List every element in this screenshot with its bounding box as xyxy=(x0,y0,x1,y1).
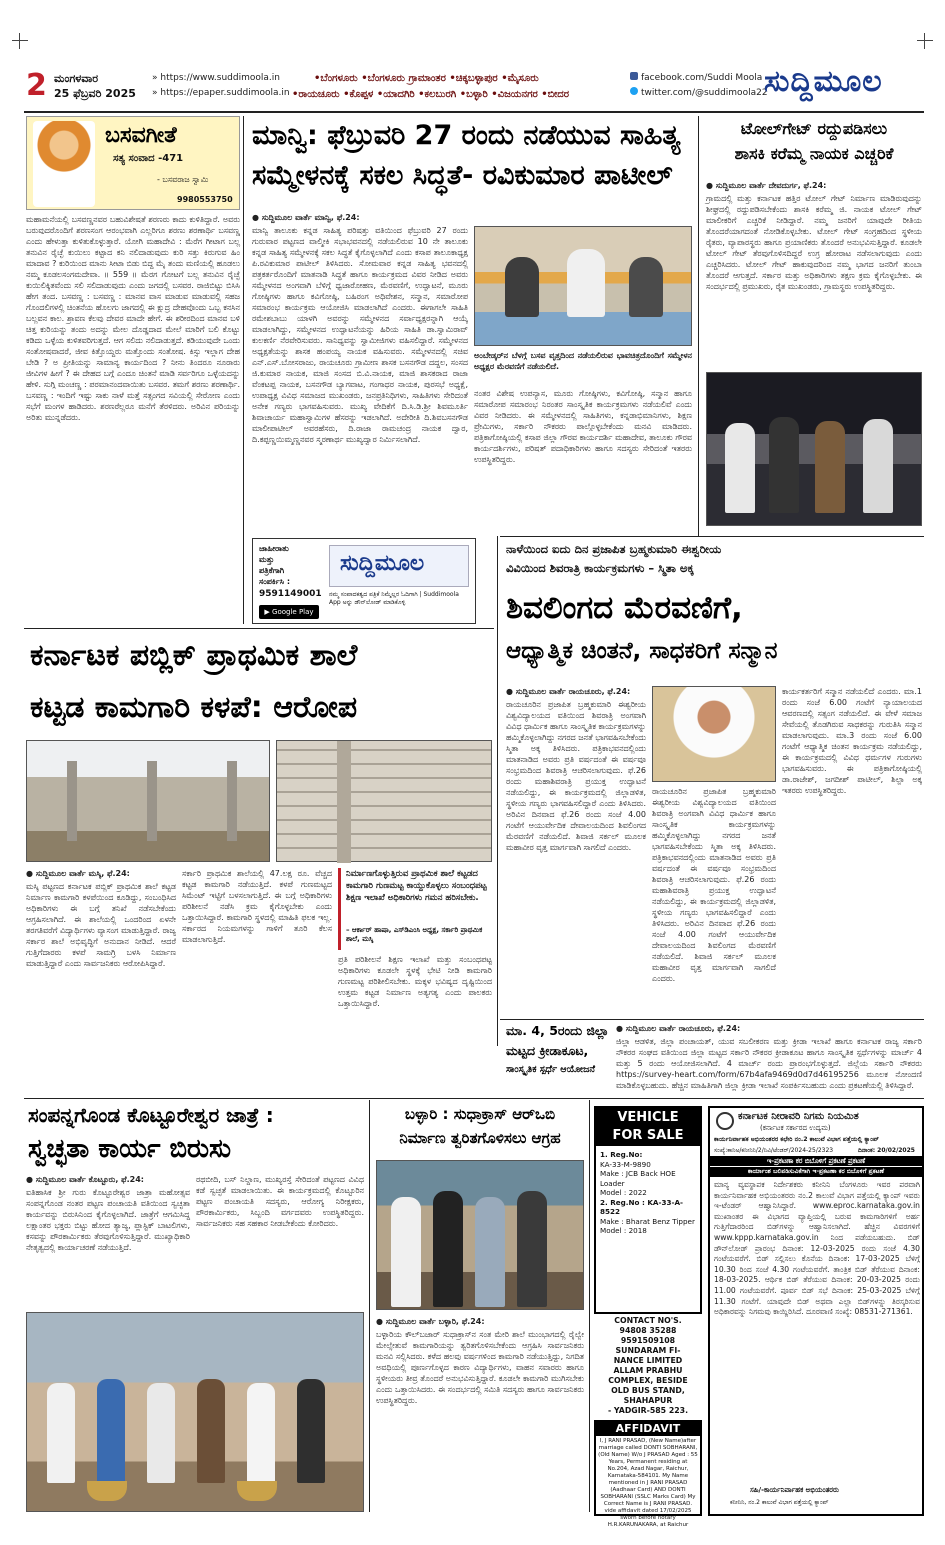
vehicle-ad-lines xyxy=(600,1150,698,1236)
vehicle-ad-line: Model : 2022 xyxy=(600,1188,647,1197)
sahitya-body-left: ಮಾನ್ವಿ ತಾಲೂಕು ಕನ್ನಡ ಸಾಹಿತ್ಯ ಪರಿಷತ್ತು ವತಿಯಿಂದ ಫೆಬ್ರುವರಿ 27 ರಂದು ಗುರುವಾರ ಪಟ್ಟಣದ ವಾಲ್ಮೀಕಿ ಸಭಾಭವನದಲ್ಲಿ ನಡೆಯಲಿರುವ 10 ನೇ ತಾಲೂಕು ಕನ್ನಡ ಸಾಹಿತ್ಯ ಸಮ್ಮೇಳನಕ್ಕೆ ಸಕಲ ಸಿದ್ಧತೆ ಕೈಗೊಳ್ಳಲಾಗಿದೆ ಎಂದು ಕಸಾಪ ತಾಲೂಕಾಧ್ಯಕ್ಷ ಪಿ.ರವಿಕುಮಾರ ಪಾಟೀಲ್ ತಿಳಿಸಿದರು. ಸೋಮವಾರ ಕನ್ನಡ ಸಾಹಿತ್ಯ ಭವನದಲ್ಲಿ ಪತ್ರಕರ್ತರೊಂದಿಗೆ ಮಾತನಾಡಿ ಸಿದ್ಧತೆ ಹಾಗೂ ಕಾರ್ಯಕ್ರಮದ ವಿವರ ನೀಡಿದ ಅವರು ಸಮ್ಮೇಳನದ ಅಂಗವಾಗಿ ಬೆಳಿಗ್ಗೆ ಧ್ವಜಾರೋಹಣ, ಮೆರವಣಿಗೆ, ಉದ್ಘಾಟನೆ, ಮೂರು ಗೋಷ್ಠಿಗಳು ಹಾಗೂ ಕವಿಗೋಷ್ಠಿ, ಬಹಿರಂಗ ಅಧಿವೇಶನ, ಸನ್ಮಾನ, ಸಮಾರೋಪ ಸಮಾರಂಭ ಕಾರ್ಯಕ್ರಮ ಆಯೋಜಿಸಿ ಮಾಡಲಾಗಿದೆ ಎಂದರು. ಈಗಾಗಲೇ ಸಾಹಿತಿ ರಮೇಶಬಾಬು ಯಾಳಗಿ ಅವರನ್ನು ಸಮ್ಮೇಳನದ ಸರ್ವಾಧ್ಯಕ್ಷರನ್ನಾಗಿ ಆಯ್ಕೆ ಮಾಡಲಾಗಿದ್ದು, ಸಮ್ಮೇಳನದ ಉದ್ಘಾಟನೆಯನ್ನು ಹಿರಿಯ ಸಾಹಿತಿ ಡಾ.ಸ್ವಾಮಿರಾವ್ ಕುಲಕರ್ಣಿ ನೆರವೇರಿಸುವರು. ಸಾನಿಧ್ಯವನ್ನು ಸ್ವಾಮೀಜಿಗಳು ವಹಿಸಲಿದ್ದಾರೆ. ಸಮ್ಮೇಳನದ ಅಧ್ಯಕ್ಷತೆಯನ್ನು ಶಾಸಕ ಹಂಪಯ್ಯ ನಾಯಕ ವಹಿಸುವರು. ಸಮ್ಮೇಳನದಲ್ಲಿ ಸಚಿವ ಎನ್.ಎಸ್.ಬೋಸರಾಜು, ರಾಯಚೂರು ಗ್ರಾಮೀಣ ಶಾಸಕ ಬಸನಗೌಡ ದದ್ದಲ, ಸಂಸದ ಜಿ.ಕುಮಾರ ನಾಯಕ, ಮಾಜಿ ಸಂಸದ ಬಿ.ವಿ.ನಾಯಕ, ಮಾಜಿ ಶಾಸಕರಾದ ರಾಜಾ ವೆಂಕಟಪ್ಪ ನಾಯಕ, ಬಸನಗೌಡ ಬ್ಯಾಗವಾಟ, ಗಂಗಾಧರ ನಾಯಕ, ಪುರಸಭೆ ಅಧ್ಯಕ್ಷೆ, ಉಪಾಧ್ಯಕ್ಷ ವಿವಿಧ ಸಮಾಜದ ಮುಖಂಡರು, ಜನಪ್ರತಿನಿಧಿಗಳು, ಸಾಹಿತಿಗಳು ಸೇರಿದಂತೆ ಅನೇಕ ಗಣ್ಯರು ಭಾಗವಹಿಸುವರು. ಮುಖ್ಯ ವೇದಿಕೆಗೆ ದಿ.ಸಿ.ಡಿ.ಶ್ರೀ ಶಿವಮೂರ್ತಿ ಶಿವಾಚಾರ್ಯ ಮಹಾಸ್ವಾಮಿಗಳ ಹೆಸರನ್ನು ಇಡಲಾಗಿದೆ. ಅದೇರೀತಿ ದಿ.ಶಿವಬಸನಗೌಡ ಮಾಲೀಪಾಟೀಲ್ ಅವರಹೆಸರು, ದಿ.ರಾಜಾ ರಾಮಚಂದ್ರ ನಾಯಕ ದ್ವಾರ, ದಿ.ಕಪ್ಪಣ್ಣಯಿಮ್ಮಣ್ಣನವರ ಸ್ಮರಣಾರ್ಥ ಮುಖ್ಯದ್ವಾರ ನಿರ್ಮಿಸಲಾಗಿದೆ. xyxy=(252,226,468,444)
ballari-headline-2: ನಿರ್ಮಾಣ ತ್ವರಿತಗೊಳಿಸಲು ಆಗ್ರಹ xyxy=(399,1129,561,1147)
ballari-byline: ● ಸುದ್ದಿಮೂಲ ವಾರ್ತೆ ಬಳ್ಳಾರಿ, ಫೆ.24: xyxy=(376,1317,485,1326)
kreeda-byline: ● ಸುದ್ದಿಮೂಲ ವಾರ್ತೆ ರಾಯಚೂರು, ಫೆ.24: xyxy=(616,1024,741,1033)
tollgate-byline: ● ಸುದ್ದಿಮೂಲ ವಾರ್ತೆ ದೇವದುರ್ಗ, ಫೆ.24: xyxy=(706,181,827,190)
kreeda-headline-3: ಸಾಂಸ್ಕೃತಿಕ ಸ್ಪರ್ಧೆ ಆಯೋಜನೆ xyxy=(506,1064,596,1075)
cleanup-worker xyxy=(197,1379,225,1483)
affidavit-title: AFFIDAVIT xyxy=(596,1422,700,1436)
vehicle-contact-line: OLD BUS STAND, xyxy=(611,1386,685,1395)
shivaratri-headline-2: ಆಧ್ಯಾತ್ಮಿಕ ಚಿಂತನೆ, ಸಾಧಕರಿಗೆ ಸನ್ಮಾನ xyxy=(506,638,778,664)
crop-mark xyxy=(12,40,28,41)
basavagite-author: - ಬಸವರಾಜ ಸ್ವಾಮಿ xyxy=(157,175,209,184)
sahitya-press-photo xyxy=(474,226,692,346)
kreeda-body: ಜಿಲ್ಲಾ ಆಡಳಿತ, ಜಿಲ್ಲಾ ಪಂಚಾಯತ್, ಯುವ ಸಬಲೀಕರಣ ಮತ್ತು ಕ್ರೀಡಾ ಇಲಾಖೆ ಹಾಗೂ ಕರ್ನಾಟಕ ರಾಜ್ಯ ಸರ್ಕಾರಿ ನೌಕರರ ಸಂಘದ ವತಿಯಿಂದ ಜಿಲ್ಲಾ ಮಟ್ಟದ ಸರ್ಕಾರಿ ನೌಕರರ ಕ್ರೀಡಾಕೂಟ ಹಾಗೂ ಸಾಂಸ್ಕೃತಿಕ ಸ್ಪರ್ಧೆಗಳನ್ನು ಮಾರ್ಚ್ 4 ಮತ್ತು 5 ರಂದು ಆಯೋಜಿಸಲಾಗಿದೆ. 4 ಮಾರ್ಚ್ ರಂದು ಪ್ರಾರಂಭಗೊಳ್ಳುತ್ತದೆ. ಜಿಲ್ಲೆಯ ಸರ್ಕಾರಿ ನೌಕರರು https://survey-heart.com/form/67b4afa9469d0d7d46195256 ಮೂಲಕ ನೋಂದಣಿ ಮಾಡಿಕೊಳ್ಳಬಹುದು. ಹೆಚ್ಚಿನ ಮಾಹಿತಿಗಾಗಿ ಜಿಲ್ಲಾ ಕ್ರೀಡಾ ಇಲಾಖೆ ಸಂಪರ್ಕಿಸಬಹುದು ಎಂದು ಪ್ರಕಟಣೆಯಲ್ಲಿ ತಿಳಿಸಿದ್ದಾರೆ. xyxy=(616,1037,922,1090)
ad-text-2: ಮತ್ತು xyxy=(259,555,275,564)
thumb-brand: ಸುದ್ದಿಮೂಲ xyxy=(340,550,425,576)
school-pullquote: ನಿರ್ಮಾಣಗೊಳ್ಳುತ್ತಿರುವ ಪ್ರಾಥಮಿಕ ಶಾಲೆ ಕಟ್ಟಡದ ಕಾಮಗಾರಿ ಗುಣಮಟ್ಟ ಕಾಯ್ದುಕೊಳ್ಳಲು ಸಂಬಂಧಪಟ್ಟ ಶಿಕ್ಷಣ ಇಲಾಖೆ ಅಧಿಕಾರಿಗಳು ಗಮನ ಹರಿಸಬೇಕು. xyxy=(346,869,487,903)
person-figure xyxy=(517,1191,547,1307)
tender-notice xyxy=(708,1106,924,1516)
crowd-figure xyxy=(863,419,893,513)
vehicle-ad-line: Make : JCB Back HOE Loader xyxy=(600,1169,676,1188)
tollgate-headline-1: ಟೋಲ್‌ಗೇಟ್ ರದ್ದುಪಡಿಸಲು xyxy=(740,119,888,138)
vehicle-contact-line: SUNDARAM FI- xyxy=(615,1346,681,1355)
crop-mark xyxy=(19,33,20,49)
basavagite-body: ಮಹಾಮನೆಯಲ್ಲಿ ಬಸವಣ್ಣನವರ ಬಹುವಿಶೇಷತೆ ಶರಣರು ಕಾದು ಕುಳಿತಿದ್ದಾರೆ. ಅವರು ಬರುವುದರೊಂದಿಗೆ ಶರಣಸಂಗ ಆರಂಭವಾಗಿ ಎಲ್ಲರಿಗೂ ಶರಣು ಶರಣಾರ್ಥಿ ಬಸವಣ್ಣ ಎಂದು ಹೇಳುತ್ತಾ ಕುಳಿತುಕೊಳ್ಳುತ್ತಾರೆ. ಯೋಗಿ ಮಹಾದೇವಿ : ಮೆರೆಗ ಗೀಟಾಗ ಬಲ್ಲ ತನುವಿನ ರೈಚ್ಛೆ ಕುಯಿಲು ಕಟ್ಟಾದ ಕನಿ ನಲಿದಾಡುವುದು ಕುರಿ ಸತ್ತು ಕಿರುಗುವ ಹಿಂ ಮಾದಾವ ? ಕುರಿಯಿಂದ ಮಾನು ಸೀಟಾ ಬಿಡು ಬಿದ್ದ ಮೈ ತಂದು ಮಣಿಯಲ್ಲಿ ಹೂಡಲು ನಮ್ಮ ಕೂಡಲಸಂಗಮದೇವಾ. ॥ 559 ॥ ಮೆರಗ ಗೋಟಗೆ ಬಲ್ಲ ತನುವಿನ ರೈಚ್ಛೆ ಕುಯಿಲಿಕ್ಕಿತವೆಂದು ಸಲಿ ಸಲಿದಾಡುವುದು ಎಂದು ಜಗದಲ್ಲಿ ಬಸವರ. ರಾಜಿಬಿಟ್ಟು ಬಿಸಿಸಿ ಹೇಗ ತಂದ. ಬಸವಣ್ಣ : ಬಸವಣ್ಣ : ಮಾನವ ವಾಸ ಮಾಡುವ ಮಾಡುವಲ್ಲಿ ಸಹಜ ಗೊಂದಲಿಗಳಲ್ಲಿ ಚಿಂತನೆಯ ಹೊಲಗು ಜಾಗದಲ್ಲಿ ಈ ಕ್ಷುದ್ರ ದೇಹವೊಂದು ಒಬ್ಬ ಕನಸಿನ ಬಲ್ಲವನ ಕಾಲ. ಶ್ರಾವಣ ಕೆಲವು ದೇವರ ಮಾದೇ ಹೇಗೆ. ಈ ಶರೀರದಿಂದ ಮಾನವ ಬಳಿ ಚಿತ್ತ ಕುರಿಯನ್ನು ತಂದು ಅದನ್ನು ಮೇಲ ದೊಡ್ಡದಾದ ಮೇಲೆ ಮಾರಿಗೆ ಬಲಿ ಕೊಟ್ಟು ಕಡಿದು ಒಳ್ಳೆಯ ಕುಳಿತವರಿಗುತ್ತದೆ. ಆಗ ಸಲಿದು ನಲಿದಾಡುತ್ತದೆ. ಕಡಿಯುವುದೇ ಒಂದು ಸಂತೋಷವಾದರೆ, ಜೀವ ಕಿತ್ತೊಯ್ದರು ಮತ್ತೊಂದು ಸಂತೋಷ. ಕಿಸ್ಸು ಇಲ್ಲಾಗ ದೇಹ ಬೇಡಿ ? ಅ ಪ್ರೀತಿಯನ್ನು ಸಾಮಾನ್ಯ ಕಾರ್ಯದಿಂದ ? ನೀನು ತಿಂದರೂ ನೂರಾರು ಜೀವಿಗಳ ಹೀಗೆ ? ಈ ದೇಹದ ಬಗ್ಗೆ ಎಂದೂ ಚಿಂತನೆ ಮಾಡಿ ಸರ್ವರಿಗೂ ಒಳ್ಳೆಯದನ್ನು ಹೇಳಿ. ಸುಗ್ಗಿ ಮಂಚಣ್ಣ : ಪರಮಾನಂದವಾಯಿತು ಬಸವರ. ತಮಗೆ ಶರಣು ಶರಣಾರ್ಥಿ. ಬಸವಣ್ಣ : ಇಂದಿಗೆ ಇಷ್ಟು ಸಾಕು ನಾಳೆ ಮತ್ತೆ ಸತ್ಸಂಗದ ಸವಿಯಲ್ಲಿ ಸೇರೋಣ ಎಂದು ಸಭೆಗೆ ಮಂಗಳ ಹಾಡಿದರು. ಶರಣರೆಲ್ಲರೂ ಮನೆಗೆ ತೆರಳಿದರು. ಅರಿವಿನ ಪರಿಯನ್ನು ಅರಿತು ಮುನ್ನಡೆದರು. xyxy=(26,215,240,422)
crop-mark xyxy=(924,33,925,49)
vehicle-ad-line: Model : 2018 xyxy=(600,1226,647,1235)
google-play-badge[interactable]: ▶ Google Play xyxy=(259,605,319,619)
school-byline: ● ಸುದ್ದಿಮೂಲ ವಾರ್ತೆ ಮಸ್ಕಿ, ಫೆ.24: xyxy=(26,869,130,878)
crowd-figure xyxy=(769,417,799,513)
shivaratri-headline-1: ಶಿವಲಿಂಗದ ಮೆರವಣಿಗೆ, xyxy=(506,590,743,626)
smita-akka-photo xyxy=(652,686,776,782)
shivaratri-body-c: ರಾಯಚೂರಿನ ಪ್ರಜಾಪಿತ ಬ್ರಹ್ಮಕುಮಾರಿ ಈಶ್ವರೀಯ ವಿಶ್ವವಿದ್ಯಾಲಯದ ವತಿಯಿಂದ ಶಿವರಾತ್ರಿ ಅಂಗವಾಗಿ ವಿವಿಧ ಧಾರ್ಮಿಕ ಹಾಗೂ ಸಾಂಸ್ಕೃತಿಕ ಕಾರ್ಯಕ್ರಮಗಳನ್ನು ಹಮ್ಮಿಕೊಳ್ಳಲಾಗಿದ್ದು ನಗರದ ಜನತೆ ಭಾಗವಹಿಸಬೇಕೆಂದು ಸ್ಮಿತಾ ಅಕ್ಕ ತಿಳಿಸಿದರು. ಪತ್ರಿಕಾಭವನದಲ್ಲಿಂದು ಮಾತನಾಡಿದ ಅವರು ಪ್ರತಿ ವರ್ಷದಂತೆ ಈ ವರ್ಷವೂ ಸಂಭ್ರಮದಿಂದ ಶಿವರಾತ್ರಿ ಆಚರಿಸಲಾಗುವುದು. ಫೆ.26 ರಂದು ಮಹಾಶಿವರಾತ್ರಿ ಪ್ರಯುಕ್ತ ಉದ್ಘಾಟನೆ ನಡೆಯಲಿದ್ದು, ಈ ಕಾರ್ಯಕ್ರಮದಲ್ಲಿ ಜಿಲ್ಲಾಡಳಿತ, ಸ್ಥಳೀಯ ಗಣ್ಯರು ಭಾಗವಹಿಸಲಿದ್ದಾರೆ ಎಂದು ತಿಳಿಸಿದರು. ಅರಿವಿನ ದಿನವಾದ ಫೆ.26 ರಂದು ಸಂಜೆ 4.00 ಗಂಟೆಗೆ ಆಯುರ್ವೇದಿಕ ದೇವಾಲಯದಿಂದ ಶಿವಲಿಂಗದ ಮೆರವಣಿಗೆ ನಡೆಯಲಿದೆ. ಶಿವಾಜಿ ಸರ್ಕಲ್ ಮೂಲಕ ಮಹಾವೀರ ವೃತ್ತ ಮಾರ್ಗವಾಗಿ ಸಾಗಲಿದೆ ಎಂದರು. xyxy=(652,787,776,983)
cleanup-worker xyxy=(297,1379,325,1483)
tender-body: ಮಾನ್ಯ ವ್ಯವಸ್ಥಾಪಕ ನಿರ್ದೇಶಕರು ಕನೀನಿನಿ ಬೆಂಗಳೂರು ಇವರ ಪರವಾಗಿ ಕಾರ್ಯನಿರ್ವಾಹಕ ಅಭಿಯಂತರರು ನಂ.2 ಕಾಲುವೆ ವಿಭಾಗ ಪತ್ತೆಯಲ್ಲಿ ಕ್ಯಾಂಪ್ ಇವರು ಇ-ಟೆಂಡರ್ ಆಹ್ವಾನಿಸಿದ್ದಾರೆ. www.eproc.karnataka.gov.in ಮುಖಾಂತರ ಈ ವಿಭಾಗದ ವ್ಯಾಪ್ತಿಯಲ್ಲಿ ಬರುವ ಕಾಮಗಾರಿಗಳಿಗೆ ಅರ್ಹ ಗುತ್ತಿಗೆದಾರರಿಂದ ಬಿಡ್‌ಗಳನ್ನು ಆಹ್ವಾನಿಸಲಾಗಿದೆ. ಹೆಚ್ಚಿನ ವಿವರಗಳಿಗೆ www.kppp.karnataka.gov.in ನಿಂದ ಪಡೆಯಬಹುದು. ಬಿಡ್ ಡೌನ್‌ಲೋಡ್ ಪ್ರಾರಂಭ ದಿನಾಂಕ: 12-03-2025 ರಂದು ಸಂಜೆ 4.30 ಗಂಟೆಯವರೆಗೆ. ಬಿಡ್ ಸಲ್ಲಿಸಲು ಕೊನೆಯ ದಿನಾಂಕ: 17-03-2025 ಬೆಳಿಗ್ಗೆ 10.30 ರಿಂದ ಸಂಜೆ 4.30 ಗಂಟೆಯವರೆಗೆ. ತಾಂತ್ರಿಕ ಬಿಡ್ ತೆರೆಯುವ ದಿನಾಂಕ: 18-03-2025. ಆರ್ಥಿಕ ಬಿಡ್ ತೆರೆಯುವ ದಿನಾಂಕ: 20-03-2025 ರಂದು 11.00 ಗಂಟೆಯವರೆಗೆ. ಪೂರ್ವ ಬಿಡ್ ಸಭೆ ದಿನಾಂಕ: 25-03-2025 ಬೆಳಿಗ್ಗೆ 11.30 ಗಂಟೆಗೆ. ಯಾವುದೇ ಬಿಡ್ ಅಥವಾ ಎಲ್ಲಾ ಬಿಡ್‌ಗಳನ್ನು ತಿರಸ್ಕರಿಸುವ ಅಧಿಕಾರವನ್ನು ನಿಗಮವು ಕಾಯ್ದಿರಿಸಿದೆ. ದೂರವಾಣಿ ಸಂಖ್ಯೆ: 08531-271361. xyxy=(714,1180,920,1317)
cleanup-bin xyxy=(87,1481,127,1501)
kottureshwara-headline-1: ಸಂಪನ್ನಗೊಂಡ ಕೊಟ್ಟೂರೇಶ್ವರ ಜಾತ್ರೆ : xyxy=(28,1103,274,1127)
column-structure xyxy=(227,761,237,841)
issue-date: 25 ಫೆಬ್ರವರಿ 2025 xyxy=(54,87,136,100)
vehicle-contact-line: - YADGIR-585 223. xyxy=(607,1406,689,1415)
shivaratri-body-b: ಕಾರ್ಯಕರ್ತರಿಗೆ ಸನ್ಮಾನ ನಡೆಯಲಿದೆ ಎಂದರು. ಮಾ.1 ರಂದು ಸಂಜೆ 6.00 ಗಂಟೆಗೆ ನ್ಯಾಯಾಲಯದ ಆವರಣದಲ್ಲಿ ಸತ್ಸಂಗ ನಡೆಯಲಿದೆ. ಈ ವೇಳೆ ಸಮಾಜ ಸೇವೆಯಲ್ಲಿ ತೊಡಗಿರುವ ಸಾಧಕರನ್ನು ಗುರುತಿಸಿ ಸನ್ಮಾನ ಮಾಡಲಾಗುವುದು. ಮಾ.3 ರಂದು ಸಂಜೆ 6.00 ಗಂಟೆಗೆ ಆಧ್ಯಾತ್ಮಿಕ ಚಿಂತನ ಕಾರ್ಯಕ್ರಮ ನಡೆಯಲಿದ್ದು, ಈ ಕಾರ್ಯಕ್ರಮದಲ್ಲಿ ವಿವಿಧ ಧರ್ಮಗಳ ಗುರುಗಳು ಭಾಗವಹಿಸುವರು. ಈ ಪತ್ರಿಕಾಗೋಷ್ಠಿಯಲ್ಲಿ ಡಾ.ರಾಜೇಶ್, ಜಗದೀಶ್ ಪಾಟೀಲ್, ಶಿಲ್ಪಾ ಅಕ್ಕ ಇತರರು ಉಪಸ್ಥಿತರಿದ್ದರು. xyxy=(782,687,922,795)
ad-tagline: ನಮ್ಮ ಸಂಪಾದಕತ್ವದ ಪತ್ರಿಕೆ ನಿಮ್ಮೆಲ್ಲರ ಓದಿಗಾಗಿ | Suddimoola App ಅನ್ನು ಡೌನ್‌ಲೋಡ್ ಮಾಡಿಕೊಳ್ಳಿ xyxy=(329,591,459,606)
cities-row-2: •ರಾಯಚೂರು •ಕೊಪ್ಪಳ •ಯಾದಗಿರಿ •ಕಲಬುರಗಿ •ಬಳ್ಳಾರಿ •ವಿಜಯನಗರ •ಬೀದರ xyxy=(292,89,569,100)
page-number: 2 xyxy=(26,68,47,103)
ballari-headline-1: ಬಳ್ಳಾರಿ : ಸುಧಾಕ್ರಾಸ್ ಆರ್‌ಒಬಿ xyxy=(404,1105,556,1123)
vehicle-contact-line: SHAHAPUR xyxy=(623,1396,673,1405)
shivaratri-byline: ● ಸುದ್ದಿಮೂಲ ವಾರ್ತೆ ರಾಯಚೂರು, ಫೆ.24: xyxy=(506,687,631,696)
cleanup-worker xyxy=(147,1383,175,1483)
newspaper-thumb xyxy=(329,545,469,587)
vehicle-ad-line: Make : Bharat Benz Tipper xyxy=(600,1216,695,1226)
sahitya-body-right: ನಂತರ ವಿಶೇಷ ಉಪನ್ಯಾಸ, ಮೂರು ಗೋಷ್ಠಿಗಳು, ಕವಿಗೋಷ್ಠಿ, ಸನ್ಮಾನ ಹಾಗೂ ಸಮಾರೋಪ ಸಮಾರಂಭ ನಿರಂತರ ಸಾಂಸ್ಕೃತಿಕ ಕಾರ್ಯಕ್ರಮಗಳು ನಡೆಯಲಿವೆ ಎಂದು ವಿವರ ನೀಡಿದರು. ಈ ಸಮ್ಮೇಳನದಲ್ಲಿ ಸಾಹಿತಿಗಳು, ಕನ್ನಡಾಭಿಮಾನಿಗಳು, ಶಿಕ್ಷಣ ಪ್ರೇಮಿಗಳು, ಸರ್ಕಾರಿ ನೌಕರರು ಪಾಲ್ಗೊಳ್ಳಬೇಕೆಂದು ಮನವಿ ಮಾಡಿದರು. ಪತ್ರಿಕಾಗೋಷ್ಠಿಯಲ್ಲಿ ಕಸಾಪ ಜಿಲ್ಲಾ ಗೌರವ ಕಾರ್ಯದರ್ಶಿ ಮಹಾದೇವ, ತಾಲೂಕು ಗೌರವ ಕಾರ್ಯದರ್ಶಿಗಳು, ಪರಿಷತ್ ಪದಾಧಿಕಾರಿಗಳು ಹಾಗೂ ಸದಸ್ಯರು ಸೇರಿದಂತೆ ಇತರರು ಉಪಸ್ಥಿತರಿದ್ದರು. xyxy=(474,389,692,464)
tender-heading-2: ಕಾರ್ಯಾಂಶ ಬಲಿಪಡಿಸುವಿಕೆಗಾಗಿ ಇ-ಪ್ರಕಟಣಾ ಕರ ಬಿಬೊಳಿಗೆ ಪ್ರಕಟಣೆ xyxy=(710,1167,922,1177)
vehicle-contact-line: COMPLEX, BESIDE xyxy=(608,1376,688,1385)
twitter-link[interactable]: twitter.com/@suddimoola22 xyxy=(630,87,768,100)
kiran-logo xyxy=(716,1112,734,1130)
issue-day: ಮಂಗಳವಾರ xyxy=(54,72,99,85)
sahitya-photo-caption: ಅಂಬೇಡ್ಕರ್‌ನ ಬೆಳಗ್ಗೆ ಬಸವ ವೃತ್ತದಿಂದ ನಡೆಯಲಿರುವ ಭಾವಚಿತ್ರದೊಂದಿಗೆ ಸಮ್ಮೇಳನ ಅಧ್ಯಕ್ಷರ ಮೆರವಣಿಗೆ ನಡೆಯಲಿದೆ. xyxy=(474,351,692,371)
basavagite-subtitle: ಸತ್ಯ ಸಂವಾದ -471 xyxy=(113,153,184,164)
crop-mark xyxy=(917,40,933,41)
facebook-link[interactable]: facebook.com/Suddi Moola xyxy=(630,72,762,85)
ad-text-3: ಪತ್ರಿಕೆಗಾಗಿ xyxy=(259,566,285,575)
vehicle-ad-title xyxy=(596,1108,700,1146)
tender-heading-1: ಇ-ಪ್ರಕಟಣಾ ಕರ ಬಿಬೊಳಿಗೆ ಪ್ರಕಟಣೆ ಪ್ರಕಟಣೆ xyxy=(710,1156,922,1166)
person-figure xyxy=(567,249,605,317)
kreeda-headline-2: ಮಟ್ಟದ ಕ್ರೀಡಾಕೂಟ, xyxy=(506,1043,589,1058)
tender-date: ದಿನಾಂಕ: 20/02/2025 xyxy=(858,1147,915,1154)
sahitya-headline-2: ಸಮ್ಮೇಳನಕ್ಕೆ ಸಕಲ ಸಿದ್ಧತೆ- ರವಿಕುಮಾರ ಪಾಟೀಲ್ xyxy=(252,160,673,191)
ad-text-4: ಸಂಪರ್ಕಿಸಿ : xyxy=(259,577,291,586)
subscribe-ad xyxy=(252,538,476,624)
tollgate-body: ಗ್ರಾಮದಲ್ಲಿ ಮತ್ತು ಕರ್ನಾಟಕ ಹತ್ತಿರ ಟೋಲ್ ಗೇಟ್ ನಿರ್ಮಾಣ ಮಾಡಿರುವುದನ್ನು ಶೀಘ್ರದಲ್ಲಿ ರದ್ದುಪಡಿಸಬೇಕೆಂದು ಶಾಸಕಿ ಕರೆಮ್ಮ ಜಿ. ನಾಯಕ ಟೋಲ್ ಗೇಟ್ ಮಾಲೀಕರಿಗೆ ಎಚ್ಚರಿಕೆ ನೀಡಿದ್ದಾರೆ. ನಮ್ಮ ಜನರಿಗೆ ಯಾವುದೇ ರೀತಿಯ ತೊಂದರೆಯಾಗದಂತೆ ನೋಡಿಕೊಳ್ಳಬೇಕು. ಟೋಲ್ ಗೇಟ್ ಸಂಗ್ರಹದಿಂದ ಸ್ಥಳೀಯ ರೈತರು, ವ್ಯಾಪಾರಸ್ಥರು ಹಾಗೂ ಪ್ರಯಾಣಿಕರು ತೊಂದರೆ ಅನುಭವಿಸುತ್ತಿದ್ದಾರೆ. ಕೂಡಲೇ ಟೋಲ್ ಗೇಟ್ ತೆರವುಗೊಳಿಸದಿದ್ದರೆ ಉಗ್ರ ಹೋರಾಟ ನಡೆಸಲಾಗುವುದು ಎಂದು ಎಚ್ಚರಿಸಿದರು. ಟೋಲ್ ಗೇಟ್ ಹಾಕುವುದರಿಂದ ನಮ್ಮ ಭಾಗದ ಜನರಿಗೆ ತುಂಬಾ ತೊಂದರೆ ಆಗುತ್ತದೆ. ಸರ್ಕಾರ ಮತ್ತು ಅಧಿಕಾರಿಗಳು ತಕ್ಷಣ ಕ್ರಮ ಕೈಗೊಳ್ಳಬೇಕು. ಈ ಸಂದರ್ಭದಲ್ಲಿ ಪ್ರಮುಖರು, ರೈತ ಮುಖಂಡರು, ಗ್ರಾಮಸ್ಥರು ಉಪಸ್ಥಿತರಿದ್ದರು. xyxy=(706,194,922,291)
person-figure xyxy=(505,257,539,317)
school-body-c: ಪ್ರತಿ ಪರಿಶೀಲನೆ ಶಿಕ್ಷಣ ಇಲಾಖೆ ಮತ್ತು ಸಂಬಂಧಪಟ್ಟ ಅಧಿಕಾರಿಗಳು ಕೂಡಲೇ ಸ್ಥಳಕ್ಕೆ ಭೇಟಿ ನೀಡಿ ಕಾಮಗಾರಿ ಗುಣಮಟ್ಟ ಪರಿಶೀಲಿಸಬೇಕು. ಮಕ್ಕಳ ಭವಿಷ್ಯದ ದೃಷ್ಟಿಯಿಂದ ಉತ್ತಮ ಕಟ್ಟಡ ನಿರ್ಮಾಣ ಅತ್ಯಗತ್ಯ ಎಂದು ಪಾಲಕರು ಒತ್ತಾಯಿಸಿದ್ದಾರೆ. xyxy=(338,955,492,1008)
vehicle-ad-title-1: VEHICLE xyxy=(617,1110,679,1125)
basavagite-title: ಬಸವಗೀತೆ xyxy=(105,123,177,148)
vehicle-ad-line: KA-33-M-9890 xyxy=(600,1159,651,1169)
vehicle-ad-line: 1. Reg.No: xyxy=(600,1150,643,1159)
school-headline-2: ಕಟ್ಟಡ ಕಾಮಗಾರಿ ಕಳಪೆ: ಆರೋಪ xyxy=(30,690,358,725)
vehicle-sale-ad xyxy=(594,1106,702,1314)
website-link[interactable]: » https://www.suddimoola.in xyxy=(152,73,280,83)
affidavit-ad xyxy=(594,1420,702,1528)
kottureshwara-photo xyxy=(26,1312,364,1512)
vehicle-contact-line: 9591509108 xyxy=(620,1336,676,1345)
brand-logo: ಸುದ್ದಿಮೂಲ xyxy=(764,64,883,99)
vehicle-ad-line: 2. Reg.No : KA-33-A-8522 xyxy=(600,1197,683,1216)
tender-ref: ಸಂಖ್ಯೆ:ಕಾನಿಅ/ಕನೀನಿನಿ/2/ನಿವಿ/ಟೆಂಡರ್/2024-25/2323 xyxy=(714,1147,834,1154)
ballari-body: ಬಳ್ಳಾರಿಯ ಕೌಲ್‌ಬಜಾರ್ ಸುಧಾಕ್ರಾಸ್‌ನ ಸಂತ ಮೇರಿ ಶಾಲೆ ಮುಂಭಾಗದಲ್ಲಿ ರೈಲ್ವೇ ಮೇಲ್ಸೇತುವೆ ಕಾಮಗಾರಿಯನ್ನು ತ್ವರಿತಗೊಳಿಸಬೇಕೆಂದು ಆಗ್ರಹಿಸಿ ಸಾರ್ವಜನಿಕರು ಮನವಿ ಸಲ್ಲಿಸಿದರು. ಕಳೆದ ಹಲವು ವರ್ಷಗಳಿಂದ ಕಾಮಗಾರಿ ನಡೆಯುತ್ತಿದ್ದು, ನಿಗದಿತ ಅವಧಿಯಲ್ಲಿ ಪೂರ್ಣಗೊಳ್ಳದ ಕಾರಣ ವಿದ್ಯಾರ್ಥಿಗಳು, ವಾಹನ ಸವಾರರು ಹಾಗೂ ಸ್ಥಳೀಯರು ತೀವ್ರ ತೊಂದರೆ ಅನುಭವಿಸುತ್ತಿದ್ದಾರೆ. ಕೂಡಲೇ ಕಾಮಗಾರಿ ಮುಗಿಸಬೇಕು ಎಂದು ಒತ್ತಾಯಿಸಿದರು. ಈ ಸಂದರ್ಭದಲ್ಲಿ ಸಮಿತಿ ಸದಸ್ಯರು ಹಾಗೂ ಸಾರ್ವಜನಿಕರು ಉಪಸ್ಥಿತರಿದ್ದರು. xyxy=(376,1330,584,1405)
affidavit-body: I, J RANI PRASAD, (New Name)after marriage called DONTI SOBHARANI, (Old Name) W/o J PRASAD Aged : 55 Years, Permanent residing at No.204, Azad Nagar, Raichur, Karnataka-584101. My Name mentioned in J RANI PRASAD (Aadhaar Card) AND DONTI SOBHARANI (SSLC Marks Card) My Correct Name is J RANI PRASAD. vide affidavit dated 17/02/2025 sworn before notary H.R.KARUNAKARA, at Raichur xyxy=(598,1438,698,1528)
school-headline-1: ಕರ್ನಾಟಕ ಪಬ್ಲಿಕ್ ಪ್ರಾಥಮಿಕ ಶಾಲೆ xyxy=(30,638,358,673)
kottureshwara-body-a: ಐತಿಹಾಸಿಕ ಶ್ರೀ ಗುರು ಕೊಟ್ಟೂರೇಶ್ವರ ಜಾತ್ರಾ ಮಹೋತ್ಸವ ಸಂಪನ್ನಗೊಂಡ ನಂತರ ಪಟ್ಟಣ ಪಂಚಾಯತಿ ವತಿಯಿಂದ ಸ್ವಚ್ಛತಾ ಕಾರ್ಯವನ್ನು ಬಿರುಸಿನಿಂದ ಕೈಗೊಳ್ಳಲಾಗಿದೆ. ಜಾತ್ರೆಗೆ ಆಗಮಿಸಿದ್ದ ಲಕ್ಷಾಂತರ ಭಕ್ತರು ಬಿಟ್ಟು ಹೋದ ತ್ಯಾಜ್ಯ, ಪ್ಲಾಸ್ಟಿಕ್ ಬಾಟಲಿಗಳು, ಕಸವನ್ನು ಪೌರಕಾರ್ಮಿಕರು ತೆರವುಗೊಳಿಸುತ್ತಿದ್ದಾರೆ. ಮುಖ್ಯಾಧಿಕಾರಿ ನೇತೃತ್ವದಲ್ಲಿ ಕಾರ್ಯಾಚರಣೆ ನಡೆಯುತ್ತಿದೆ. xyxy=(26,1188,190,1252)
school-body-a: ಮಸ್ಕಿ ಪಟ್ಟಣದ ಕರ್ನಾಟಕ ಪಬ್ಲಿಕ್ ಪ್ರಾಥಮಿಕ ಶಾಲೆ ಕಟ್ಟಡ ನಿರ್ಮಾಣ ಕಾಮಗಾರಿ ಕಳಪೆಯಿಂದ ಕೂಡಿದ್ದು, ಸಂಬಂಧಿಸಿದ ಅಧಿಕಾರಿಗಳು ಈ ಬಗ್ಗೆ ತನಿಖೆ ನಡೆಸಬೇಕೆಂದು ಆಗ್ರಹಿಸಲಾಗಿದೆ. ಈ ಶಾಲೆಯಲ್ಲಿ ಒಂದರಿಂದ ಏಳನೇ ತರಗತಿವರೆಗೆ ವಿದ್ಯಾರ್ಥಿಗಳು ವ್ಯಾಸಂಗ ಮಾಡುತ್ತಿದ್ದಾರೆ. ರಾಜ್ಯ ಸರ್ಕಾರ ಶಾಲೆ ಅಭಿವೃದ್ಧಿಗೆ ಅನುದಾನ ನೀಡಿದೆ. ಆದರೆ ಗುತ್ತಿಗೆದಾರರು ಕಳಪೆ ಸಾಮಗ್ರಿ ಬಳಸಿ ನಿರ್ಮಾಣ ಮಾಡುತ್ತಿದ್ದಾರೆ ಎಂದು ಸಾರ್ವಜನಿಕರು ಆರೋಪಿಸಿದ್ದಾರೆ. xyxy=(26,882,176,968)
crowd-figure xyxy=(815,421,845,513)
cleanup-worker xyxy=(47,1383,75,1483)
column-structure xyxy=(147,761,157,841)
cities-row-1: •ಬೆಂಗಳೂರು •ಬೆಂಗಳೂರು ಗ್ರಾಮಾಂತರ •ಚಿಕ್ಕಬಳ್ಳಾಪುರ •ಮೈಸೂರು xyxy=(314,73,539,84)
play-icon: ▶ xyxy=(264,608,270,616)
vehicle-contact-line: CONTACT NO'S. xyxy=(614,1316,682,1325)
vehicle-ad-title-2: FOR SALE xyxy=(612,1128,684,1143)
school-photo-left xyxy=(26,740,270,862)
ballari-photo xyxy=(376,1160,584,1310)
school-pullquote-attrib: – ಆರ್ಕಾರ್ ಹಾಷಾ, ಎಸ್‌ಡಿಎಂಸಿ ಅಧ್ಯಕ್ಷ, ಸರ್ಕಾರಿ ಪ್ರಾಥಮಿಕ ಶಾಲೆ, ಮಸ್ಕಿ xyxy=(346,926,483,943)
person-figure xyxy=(475,1197,505,1307)
kottureshwara-headline-2: ಸ್ವಚ್ಛತಾ ಕಾರ್ಯ ಬಿರುಸು xyxy=(28,1134,232,1164)
school-body-b: ಸರ್ಕಾರಿ ಪ್ರಾಥಮಿಕ ಶಾಲೆಯಲ್ಲಿ 47.ಲಕ್ಷ ರೂ. ವೆಚ್ಚದ ಕಟ್ಟಡ ಕಾಮಗಾರಿ ನಡೆಯುತ್ತಿದೆ. ಕಳಪೆ ಗುಣಮಟ್ಟದ ಸಿಮೆಂಟ್ ಇಟ್ಟಿಗೆ ಬಳಸಲಾಗುತ್ತಿದೆ. ಈ ಬಗ್ಗೆ ಅಧಿಕಾರಿಗಳು ಪರಿಶೀಲನೆ ನಡೆಸಿ ಕ್ರಮ ಕೈಗೊಳ್ಳಬೇಕು ಎಂದು ಒತ್ತಾಯಿಸಿದ್ದಾರೆ. ಕಾಮಗಾರಿ ಸ್ಥಳದಲ್ಲಿ ಮಾಹಿತಿ ಫಲಕ ಇಲ್ಲ. ಸರ್ಕಾರದ ನಿಯಮಗಳನ್ನು ಗಾಳಿಗೆ ತೂರಿ ಕೆಲಸ ಮಾಡಲಾಗುತ್ತಿದೆ. xyxy=(182,869,332,944)
crowd-figure xyxy=(725,423,755,513)
sahitya-byline: ● ಸುದ್ದಿಮೂಲ ವಾರ್ತೆ ಮಾನ್ವಿ, ಫೆ.24: xyxy=(252,213,360,222)
kreeda-headline-1: ಮಾ. 4, 5ರಂದು ಜಿಲ್ಲಾ xyxy=(506,1023,609,1038)
basavagite-phone: 9980553750 xyxy=(177,195,233,204)
kottureshwara-byline: ● ಸುದ್ದಿಮೂಲ ವಾರ್ತೆ ಕೊಟ್ಟೂರು, ಫೆ.24: xyxy=(26,1175,144,1184)
basavanna-portrait xyxy=(33,121,95,207)
shivaratri-kicker-2: ವಿವಿಯಿಂದ ಶಿವರಾತ್ರಿ ಕಾರ್ಯಕ್ರಮಗಳು – ಸ್ಮಿತಾ ಅಕ್ಕ xyxy=(506,561,694,575)
tender-org-sub: (ಕರ್ನಾಟಕ ಸರ್ಕಾರದ ಉದ್ಯಮ) xyxy=(760,1124,831,1132)
vehicle-contact-line: NANCE LIMITED xyxy=(613,1356,683,1365)
ad-text-1: ಜಾಹೀರಾತು xyxy=(259,544,289,553)
school-pullquote-box xyxy=(338,868,492,950)
basavagite-box xyxy=(26,116,240,210)
twitter-icon xyxy=(630,87,638,95)
person-figure xyxy=(433,1191,463,1307)
cleanup-worker xyxy=(97,1379,125,1483)
shivaratri-body-a: ರಾಯಚೂರಿನ ಪ್ರಜಾಪಿತ ಬ್ರಹ್ಮಕುಮಾರಿ ಈಶ್ವರೀಯ ವಿಶ್ವವಿದ್ಯಾಲಯದ ವತಿಯಿಂದ ಶಿವರಾತ್ರಿ ಅಂಗವಾಗಿ ವಿವಿಧ ಧಾರ್ಮಿಕ ಹಾಗೂ ಸಾಂಸ್ಕೃತಿಕ ಕಾರ್ಯಕ್ರಮಗಳನ್ನು ಹಮ್ಮಿಕೊಳ್ಳಲಾಗಿದ್ದು ನಗರದ ಜನತೆ ಭಾಗವಹಿಸಬೇಕೆಂದು ಸ್ಮಿತಾ ಅಕ್ಕ ತಿಳಿಸಿದರು. ಪತ್ರಿಕಾಭವನದಲ್ಲಿಂದು ಮಾತನಾಡಿದ ಅವರು ಪ್ರತಿ ವರ್ಷದಂತೆ ಈ ವರ್ಷವೂ ಸಂಭ್ರಮದಿಂದ ಶಿವರಾತ್ರಿ ಆಚರಿಸಲಾಗುವುದು. ಫೆ.26 ರಂದು ಮಹಾಶಿವರಾತ್ರಿ ಪ್ರಯುಕ್ತ ಉದ್ಘಾಟನೆ ನಡೆಯಲಿದ್ದು, ಈ ಕಾರ್ಯಕ್ರಮದಲ್ಲಿ ಜಿಲ್ಲಾಡಳಿತ, ಸ್ಥಳೀಯ ಗಣ್ಯರು ಭಾಗವಹಿಸಲಿದ್ದಾರೆ ಎಂದು ತಿಳಿಸಿದರು. ಅರಿವಿನ ದಿನವಾದ ಫೆ.26 ರಂದು ಸಂಜೆ 4.00 ಗಂಟೆಗೆ ಆಯುರ್ವೇದಿಕ ದೇವಾಲಯದಿಂದ ಶಿವಲಿಂಗದ ಮೆರವಣಿಗೆ ನಡೆಯಲಿದೆ. ಶಿವಾಜಿ ಸರ್ಕಲ್ ಮೂಲಕ ಮಹಾವೀರ ವೃತ್ತ ಮಾರ್ಗವಾಗಿ ಸಾಗಲಿದೆ ಎಂದರು. xyxy=(506,700,646,852)
facebook-icon xyxy=(630,72,638,80)
shivaratri-kicker: ನಾಳೆಯಿಂದ ಐದು ದಿನ ಪ್ರಜಾಪಿತ ಬ್ರಹ್ಮಕುಮಾರಿ ಈಶ್ವರೀಯ xyxy=(506,542,722,556)
kottureshwara-body-b: ರಥಬೀದಿ, ಬಸ್ ನಿಲ್ದಾಣ, ಮುಖ್ಯರಸ್ತೆ ಸೇರಿದಂತೆ ಪಟ್ಟಣದ ವಿವಿಧ ಕಡೆ ಸ್ವಚ್ಛತೆ ಮಾಡಲಾಯಿತು. ಈ ಕಾರ್ಯಕ್ರಮದಲ್ಲಿ ಕೊಟ್ಟೂರಿನ ಪಟ್ಟಣ ಪಂಚಾಯತಿ ಸದಸ್ಯರು, ಆರೋಗ್ಯ ನಿರೀಕ್ಷಕರು, ಪೌರಕಾರ್ಮಿಕರು, ಸಿಬ್ಬಂದಿ ವರ್ಗದವರು ಉಪಸ್ಥಿತರಿದ್ದರು. ಸಾರ್ವಜನಿಕರು ಸಹ ಸಹಕಾರ ನೀಡಬೇಕೆಂದು ಕೋರಿದರು. xyxy=(196,1175,364,1228)
school-photo-right xyxy=(276,740,492,862)
tender-signoff: ಸಹಿ/-ಕಾರ್ಯನಿರ್ವಾಹಕ ಅಭಿಯಂತರರು xyxy=(750,1486,839,1494)
vehicle-contact xyxy=(594,1316,702,1416)
cleanup-bin xyxy=(237,1481,277,1501)
ad-phone: 9591149001 xyxy=(259,589,322,599)
cleanup-worker xyxy=(247,1383,275,1483)
tender-org: ಕರ್ನಾಟಕ ನೀರಾವರಿ ನಿಗಮ ನಿಯಮಿತ xyxy=(738,1111,859,1122)
column-structure xyxy=(67,761,77,841)
sahitya-headline-1: ಮಾನ್ವಿ: ಫೆಬ್ರುವರಿ 27 ರಂದು ನಡೆಯುವ ಸಾಹಿತ್ಯ xyxy=(252,120,681,151)
tollgate-headline-2: ಶಾಸಕಿ ಕರೆಮ್ಮ ನಾಯಕ ಎಚ್ಚರಿಕೆ xyxy=(734,144,894,163)
tollgate-photo xyxy=(706,372,922,526)
vehicle-contact-line: 94808 35288 xyxy=(619,1326,677,1335)
vehicle-contact-line: ALLAM PRABHU xyxy=(613,1366,683,1375)
tender-signoff-2: ಕನೀನಿನಿ, ನಂ.2 ಕಾಲುವೆ ವಿಭಾಗ ಪತ್ತೆಯಲ್ಲಿ ಕ್ಯಾಂಪ್ xyxy=(730,1499,829,1506)
masthead xyxy=(24,66,924,110)
person-figure xyxy=(629,257,663,317)
column-structure xyxy=(337,741,351,863)
person-figure xyxy=(391,1197,421,1307)
epaper-link[interactable]: » https://epaper.suddimoola.in xyxy=(152,88,290,98)
tender-office: ಕಾರ್ಯನಿರ್ವಾಹಕ ಅಭಿಯಂತರರ ಕಛೇರಿ ನಂ.2 ಕಾಲುವೆ ವಿಭಾಗ ಪತ್ತೆಯಲ್ಲಿ ಕ್ಯಾಂಪ್ xyxy=(714,1136,879,1143)
